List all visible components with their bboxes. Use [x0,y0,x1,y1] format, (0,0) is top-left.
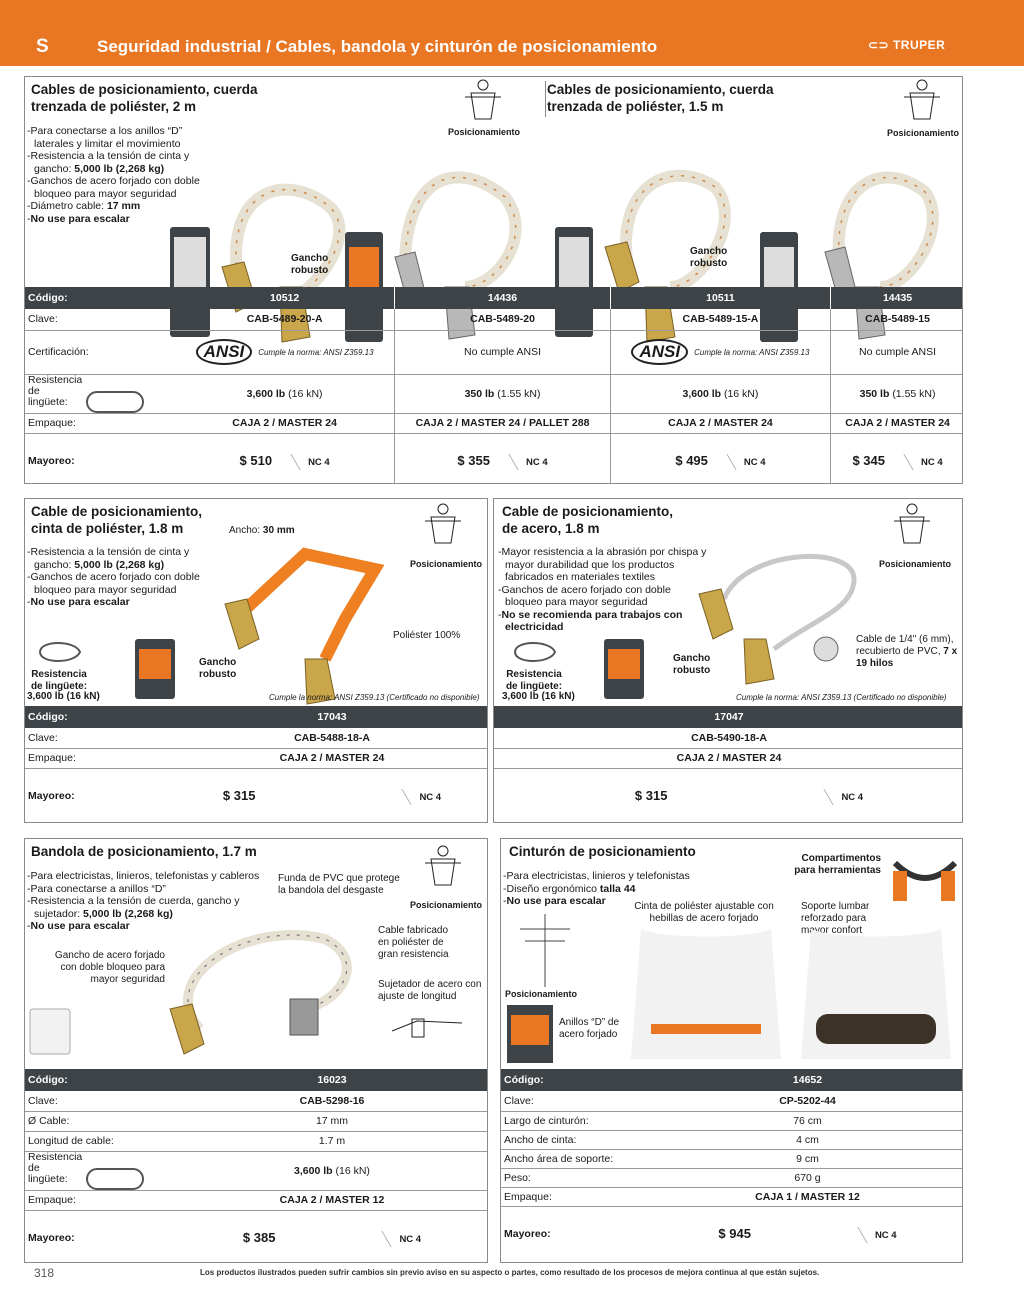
price: $ 945 [718,1225,751,1241]
gancho-robusto-label-2: Gancho robusto [690,246,728,269]
positioning-label-2: Posicionamiento [887,128,960,138]
resistencia-label: Resistencia de lingüete: [30,669,88,692]
worker-positioning-icon [423,845,463,893]
carabiner-icon [86,1168,144,1190]
cinta-label: Cinta de poliéster ajustable con hebillas de acero forjado [634,901,774,924]
positioning-label: Posicionamiento [505,989,578,999]
positioning-label: Posicionamiento [448,127,521,137]
product-title: Cable de posicionamiento, cinta de poliéster, 1.8 m [31,504,203,536]
footer-disclaimer: Los productos ilustrados pueden sufrir cambios sin previo aviso en su aspecto o partes, como resultado de los procesos de mejora continua al que están sujetos. [200,1268,820,1277]
cable-note: Cable de 1/4" (6 mm), recubierto de PVC, 7 x 19 hilos [856,634,958,669]
resistencia-label: Resistencia de lingüete: [505,669,563,692]
page-number: 318 [34,1266,55,1280]
bandola-image [25,919,385,1059]
worker-positioning-icon [423,503,463,551]
compartimentos-label: Compartimentos para herramientas [794,853,881,876]
tool-belt-image [885,843,963,917]
carabiner-icon [35,637,85,667]
positioning-label: Posicionamiento [410,559,483,569]
feature-list: - Para electricistas, linieros, telefonistas y cableros - Para conectarse a anillos “D” - Resistencia a la tensión de cuerda, gancho y sujetador: 5,000 lb (2,268 kg) - No use para escalar [27,870,272,933]
feature-list: - Mayor resistencia a la abrasión por chispa y mayor durabilidad que los productos fabricados en materiales textiles - Ganchos de acero forjado con doble bloqueo para mayor seguridad - No se recomienda para trabajos con electricidad [498,546,708,634]
sujetador-label: Sujetador de acero con ajuste de longitud [378,979,482,1002]
product-title: Cable de posicionamiento, de acero, 1.8 m [502,504,674,536]
carabiner-icon [86,391,144,413]
gancho-robusto-label: Gancho robusto [673,653,711,676]
cable-fabricado-label: Cable fabricado en poliéster de gran resistencia [378,925,449,960]
panel-cinta-poliester [24,498,488,823]
carabiner-icon [510,637,560,667]
feature-list: - Resistencia a la tensión de cinta y gancho: 5,000 lb (2,268 kg) - Ganchos de acero forjado con doble bloqueo para mayor seguridad - No use para escalar [27,546,207,609]
title-divider [545,81,546,117]
ansi-badge-2: ANSI Cumple la norma: ANSI Z359.13 [631,339,809,365]
section-letter: S [36,36,49,57]
brand-logo: ⊂⊃ TRUPER [868,38,946,52]
price: $ 385 [242,1229,276,1245]
worker-positioning-icon [463,79,503,127]
positioning-label: Posicionamiento [410,900,483,910]
worker-positioning-icon [892,503,932,551]
panel-cables-cuerda [24,76,963,484]
ancho-label: Ancho: 30 mm [229,525,295,536]
gancho-robusto-label: Gancho robusto [291,253,329,276]
poliester-label: Poliéster 100% [393,630,461,641]
hand-adjust-icon [387,1011,467,1043]
ansi-badge: ANSI Cumple la norma: ANSI Z359.13 [196,339,374,365]
spec-table-3: 17047 CAB-5490-18-A CAJA 2 / MASTER 24 $ 315 NC 4 [494,706,963,823]
gancho-label: Gancho de acero forjado con doble bloqueo para mayor seguridad [54,950,165,985]
product-title-2m: Cables de posicionamiento, cuerda trenzada de poliéster, 2 m [31,82,258,114]
norma-note: Cumple la norma: ANSI Z359.13 (Certificado no disponible) [736,693,947,702]
price: $ 315 [222,787,256,803]
feature-list: - Para conectarse a los anillos “D” laterales y limitar el movimiento - Resistencia a la tensión de cinta y gancho: 5,000 lb (2,268 kg) - Ganchos de acero forjado con doble bloqueo para mayor seguridad - Diámetro cable: 17 mm - No use para escalar [27,125,205,225]
belt-worn-image [621,929,791,1064]
norma-note: Cumple la norma: ANSI Z359.13 (Certificado no disponible) [269,693,480,702]
price: $ 495 [675,452,708,468]
soporte-label: Soporte lumbar reforzado para mayor confort [801,901,870,936]
spec-table-1: Código: 10512 14436 10511 14435 Clave: CAB-5489-20-A CAB-5489-20 CAB-5489-15-A CAB-5489-15 Certificación: ANSI Cumple la norma: ANSI Z359.13 No cumple ANSI ANSI Cumple la norma: ANSI Z359.13 No cumple ANSI Resistencia de lingüete: 3,600 lb (16 kN) 350 lb (1.55 kN) 3,600 lb (16 kN) 350 lb (1.55 kN) Empaque: CAJA 2 / MASTER 24 CAJA 2 / MASTER 24 / PALLET 288 CAJA 2 / MASTER 24 CAJA 2 / MASTER 24 Mayoreo: $ 510 NC 4 $ 355 NC 4 $ 495 NC 4 $ 345 NC 4 [25,287,963,484]
belt-back-image [791,929,961,1064]
price: $ 345 [852,452,885,468]
panel-cable-acero [493,498,963,823]
page-title: Seguridad industrial / Cables, bandola y cinturón de posicionamiento [97,37,658,56]
funda-label: Funda de PVC que protege la bandola del desgaste [278,873,400,896]
gancho-robusto-label: Gancho robusto [199,657,237,680]
anillos-label: Anillos “D” de acero forjado [559,1017,620,1040]
positioning-label: Posicionamiento [879,559,952,569]
feature-list: - Para electricistas, linieros y telefonistas - Diseño ergonómico talla 44 - No use para escalar [503,870,703,908]
webbing-lanyard-image [125,539,425,709]
spec-table-5: Código: 14652 Clave: CP-5202-44 Largo de cinturón: 76 cm Ancho de cinta: 4 cm Ancho área de soporte: 9 cm Peso: 670 g Empaque: CAJA 1 / MASTER 12 Mayoreo: $ 945 NC 4 [501,1069,963,1262]
utility-pole-icon [505,909,585,989]
resistencia-value: 3,600 lb (16 kN) [502,691,575,702]
panel-bandola [24,838,488,1263]
price: $ 510 [239,452,273,468]
price: $ 355 [457,452,490,468]
product-title-15m: Cables de posicionamiento, cuerda trenzada de poliéster, 1.5 m [547,82,774,114]
worker-positioning-icon-2 [902,79,942,127]
resistencia-value: 3,600 lb (16 kN) [27,691,100,702]
panel-cinturon [500,838,963,1263]
steel-lanyard-image [594,539,884,709]
belt-box-image [507,1005,553,1063]
product-title: Cinturón de posicionamiento [509,844,696,859]
spec-table-4: Código: 16023 Clave: CAB-5298-16 Ø Cable: 17 mm Longitud de cable: 1.7 m Resistencia de lingüete: 3,600 lb (16 kN) Empaque: CAJA 2 / MASTER 12 Mayoreo: $ 385 NC 4 [25,1069,488,1263]
price: $ 315 [634,787,668,803]
product-title: Bandola de posicionamiento, 1.7 m [31,844,257,859]
page-header [0,0,1024,66]
spec-table-2: Código: 17043 Clave: CAB-5488-18-A Empaque: CAJA 2 / MASTER 24 Mayoreo: $ 315 NC 4 [25,706,488,823]
